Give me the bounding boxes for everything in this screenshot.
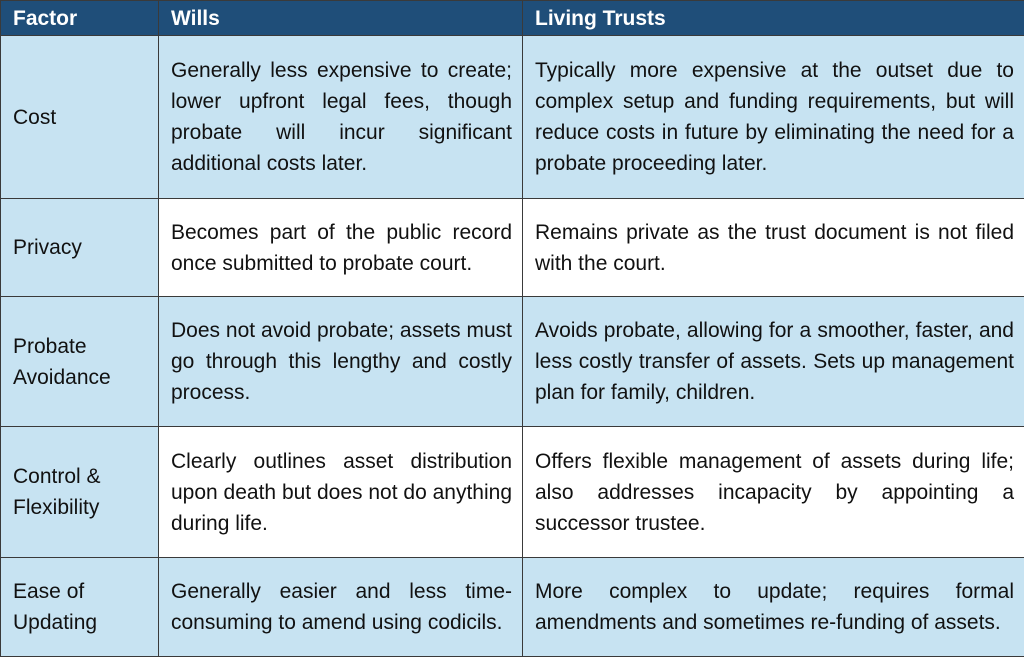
wills-cell: Becomes part of the public record once submitted to probate court. <box>159 199 523 297</box>
header-wills: Wills <box>159 1 523 36</box>
trusts-cell: Typically more expensive at the outset due to complex setup and funding requirements, but will reduce costs in future by eliminating the need for a probate proceeding later. <box>523 36 1024 199</box>
table-row-probate-avoidance <box>1 297 1024 427</box>
trusts-cell: Avoids probate, allowing for a smoother, faster, and less costly transfer of assets. Sets up management plan for family, children. <box>523 297 1024 427</box>
table-row-privacy <box>1 199 1024 297</box>
factor-cell: Probate Avoidance <box>1 297 159 427</box>
wills-cell: Generally easier and less time-consuming to amend using codicils. <box>159 558 523 657</box>
header-living-trusts: Living Trusts <box>523 1 1024 36</box>
wills-cell: Clearly outlines asset distribution upon death but does not do anything during life. <box>159 427 523 558</box>
wills-cell: Does not avoid probate; assets must go through this lengthy and costly process. <box>159 297 523 427</box>
factor-cell: Cost <box>1 36 159 199</box>
trusts-cell: Offers flexible management of assets during life; also addresses incapacity by appointing a successor trustee. <box>523 427 1024 558</box>
header-factor: Factor <box>1 1 159 36</box>
factor-cell: Control & Flexibility <box>1 427 159 558</box>
trusts-cell: Remains private as the trust document is not filed with the court. <box>523 199 1024 297</box>
factor-cell: Privacy <box>1 199 159 297</box>
table-row-control-flexibility <box>1 427 1024 558</box>
factor-cell: Ease of Updating <box>1 558 159 657</box>
header-row <box>1 1 1024 36</box>
table-row-cost <box>1 36 1024 199</box>
trusts-cell: More complex to update; requires formal amendments and sometimes re-funding of assets. <box>523 558 1024 657</box>
table-row-ease-of-updating <box>1 558 1024 657</box>
wills-cell: Generally less expensive to create; lower upfront legal fees, though probate will incur significant additional costs later. <box>159 36 523 199</box>
